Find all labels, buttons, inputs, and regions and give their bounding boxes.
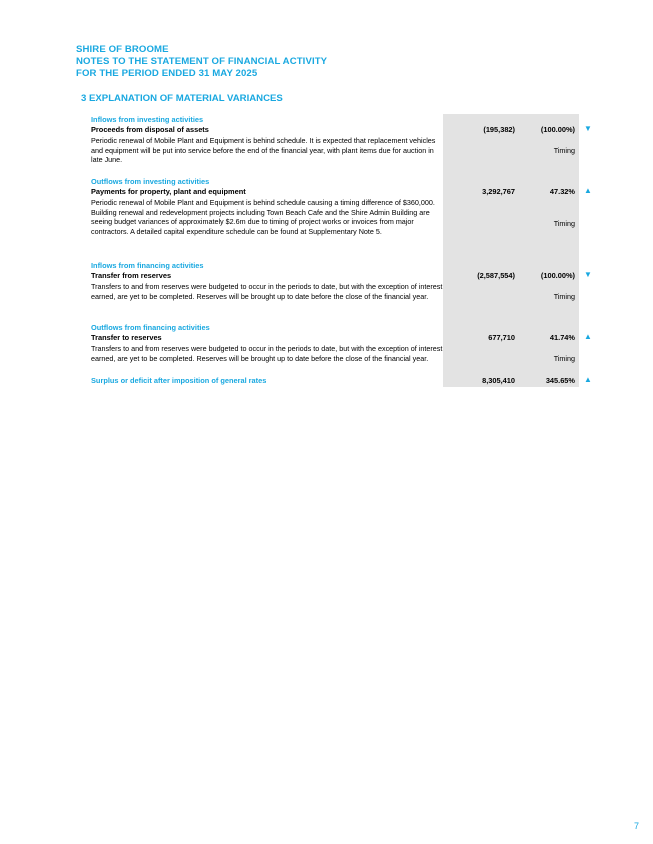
entry-amount: (195,382) xyxy=(483,125,515,134)
section-title: 3 EXPLANATION OF MATERIAL VARIANCES xyxy=(81,93,283,104)
report-period: FOR THE PERIOD ENDED 31 MAY 2025 xyxy=(76,68,258,79)
entry-percent: (100.00%) xyxy=(540,125,575,134)
entry-item: Proceeds from disposal of assets xyxy=(91,125,209,134)
page-number: 7 xyxy=(634,821,640,831)
entry-category: Inflows from financing activities xyxy=(91,261,204,270)
surplus-amount: 8,305,410 xyxy=(482,376,515,385)
up-arrow-icon: ▲ xyxy=(584,375,592,384)
entry-amount: 677,710 xyxy=(488,333,515,342)
report-title: NOTES TO THE STATEMENT OF FINANCIAL ACTIVITY xyxy=(76,56,328,67)
entry-category: Outflows from investing activities xyxy=(91,177,210,186)
entry-description: Transfers to and from reserves were budgeted to occur in the periods to date, but with the exception of interest earned, are yet to be completed. Reserves will be brought up to date before the close of the financial year. xyxy=(91,282,443,301)
entry-timing: Timing xyxy=(553,146,575,155)
organisation-name: SHIRE OF BROOME xyxy=(76,44,169,55)
entry-item: Transfer to reserves xyxy=(91,333,162,342)
entry-description: Periodic renewal of Mobile Plant and Equipment is behind schedule causing a timing difference of $360,000. Building renewal and redevelopment projects including Town Beach Cafe and the Shire Admin Building are seeing budget variances of approximately $2.6m due to timing of project works or invoices from major contractors. A detailed capital expenditure schedule can be found at Supplementary Note 5. xyxy=(91,198,435,236)
entry-timing: Timing xyxy=(553,292,575,301)
surplus-label: Surplus or deficit after imposition of general rates xyxy=(91,376,267,385)
entry-amount: (2,587,554) xyxy=(477,271,515,280)
entry-description: Transfers to and from reserves were budgeted to occur in the periods to date, but with the exception of interest earned, are yet to be completed. Reserves will be brought up to date before the close of the financial year. xyxy=(91,344,443,363)
down-arrow-icon: ▼ xyxy=(584,270,592,279)
entry-category: Inflows from investing activities xyxy=(91,115,204,124)
entry-timing: Timing xyxy=(553,354,575,363)
entry-percent: 47.32% xyxy=(549,187,575,196)
entry-item: Transfer from reserves xyxy=(91,271,172,280)
surplus-percent: 345.65% xyxy=(545,376,575,385)
entry-category: Outflows from financing activities xyxy=(91,323,210,332)
down-arrow-icon: ▼ xyxy=(584,124,592,133)
up-arrow-icon: ▲ xyxy=(584,332,592,341)
entry-percent: 41.74% xyxy=(549,333,575,342)
entry-item: Payments for property, plant and equipment xyxy=(91,187,246,196)
entry-timing: Timing xyxy=(553,219,575,228)
entry-percent: (100.00%) xyxy=(540,271,575,280)
entry-amount: 3,292,767 xyxy=(482,187,515,196)
entry-description: Periodic renewal of Mobile Plant and Equipment is behind schedule. It is expected that replacement vehicles and equipment will be put into service before the end of the financial year, with plant items due for auction in late June. xyxy=(91,136,436,164)
up-arrow-icon: ▲ xyxy=(584,186,592,195)
